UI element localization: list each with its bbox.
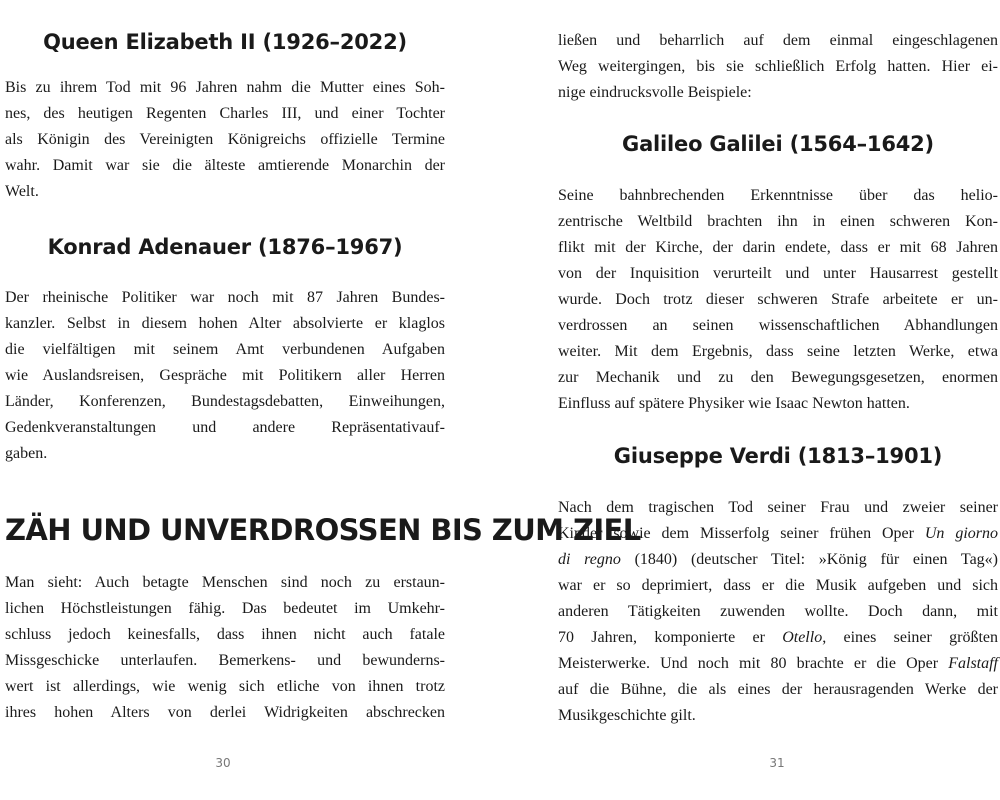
- page-number-left: 30: [215, 756, 231, 770]
- text-line: ihres hohen Alters von derlei Widrigkeiten abschrecken: [5, 704, 445, 721]
- text-line: gaben.: [5, 445, 48, 462]
- text-line: [558, 521, 998, 547]
- paragraph-continuation: [558, 28, 998, 106]
- text-line: Länder, Konferenzen, Bundestagsdebatten, Einweihungen,: [5, 393, 445, 410]
- text-line: [558, 547, 998, 573]
- text-line: wahr. Damit war sie die älteste amtierende Monarchin der: [5, 157, 445, 174]
- text-line: zentrische Weltbild brachten ihn in einen schweren Kon-: [558, 213, 998, 230]
- section-title: ZÄH UND UNVERDROSSEN BIS ZUM ZIEL: [5, 513, 641, 547]
- paragraph-queen-elizabeth: [5, 75, 445, 205]
- text-line: auf die Bühne, die als eines der herausragenden Werke der: [558, 681, 998, 698]
- text-line: die vielfältigen mit seinem Amt verbundenen Aufgaben: [5, 341, 445, 358]
- text-line: Bis zu ihrem Tod mit 96 Jahren nahm die Mutter eines Soh-: [5, 79, 445, 96]
- right-page: [558, 0, 998, 800]
- opera-title: Otello: [782, 629, 823, 646]
- paragraph-konrad-adenauer: [5, 285, 445, 467]
- text-line: weiter. Mit dem Ergebnis, dass seine letzten Werke, etwa: [558, 343, 998, 360]
- page-number-right: 31: [769, 756, 785, 770]
- text-line: flikt mit der Kirche, der darin endete, dass er mit 68 Jahren: [558, 239, 998, 256]
- paragraph-intro: [5, 570, 445, 726]
- heading-galileo-galilei: Galileo Galilei (1564–1642): [622, 132, 934, 156]
- text-line: wie Auslandsreisen, Gespräche mit Politikern aller Herren: [5, 367, 445, 384]
- text-line: als Königin des Vereinigten Königreichs offizielle Termine: [5, 131, 445, 148]
- text-line: schluss jedoch keinesfalls, dass ihnen nicht auch fatale: [5, 626, 445, 643]
- heading-giuseppe-verdi: Giuseppe Verdi (1813–1901): [613, 444, 943, 468]
- text-line: anderen Tätigkeiten zuwenden wollte. Doch dann, mit: [558, 603, 998, 620]
- text-line: ließen und beharrlich auf dem einmal eingeschlagenen: [558, 32, 998, 49]
- text-line: Musikgeschichte gilt.: [558, 707, 696, 724]
- text-line: von der Inquisition verurteilt und unter Hausarrest gestellt: [558, 265, 998, 282]
- text-line: Welt.: [5, 183, 39, 200]
- opera-title: Un giorno: [924, 525, 998, 542]
- text-line: nige eindrucksvolle Beispiele:: [558, 84, 752, 101]
- text-line: kanzler. Selbst in diesem hohen Alter absolvierte er klaglos: [5, 315, 445, 332]
- text-line: wurde. Doch trotz dieser schweren Strafe arbeitete er un-: [558, 291, 998, 308]
- text-line: Weg weitergingen, bis sie schließlich Erfolg hatten. Hier ei-: [558, 58, 998, 75]
- text-line: Einfluss auf spätere Physiker wie Isaac Newton hatten.: [558, 395, 910, 412]
- text-line: Gedenkveranstaltungen und andere Repräsentativauf-: [5, 419, 445, 436]
- text-line: [558, 625, 998, 651]
- text-line: nes, des heutigen Regenten Charles III, und einer Tochter: [5, 105, 445, 122]
- text-line: zur Mechanik und zu den Bewegungsgesetzen, enormen: [558, 369, 998, 386]
- text-line: Der rheinische Politiker war noch mit 87 Jahren Bundes-: [5, 289, 445, 306]
- text-line: Seine bahnbrechenden Erkenntnisse über das helio-: [558, 187, 998, 204]
- heading-queen-elizabeth: Queen Elizabeth II (1926–2022): [43, 30, 407, 54]
- text-run: Kinder sowie dem Misserfolg seiner frühen Oper: [558, 525, 925, 542]
- text-line: [558, 651, 998, 677]
- paragraph-galileo-galilei: [558, 183, 998, 417]
- text-run: Meisterwerke. Und noch mit 80 brachte er die Oper: [558, 655, 949, 672]
- text-line: lichen Höchstleistungen fähig. Das bedeutet im Umkehr-: [5, 600, 445, 617]
- text-line: Missgeschicke unterlaufen. Bemerkens- und bewunderns-: [5, 652, 445, 669]
- paragraph-giuseppe-verdi: [558, 495, 998, 729]
- text-line: verdrossen an seinen wissenschaftlichen Abhandlungen: [558, 317, 998, 334]
- heading-konrad-adenauer: Konrad Adenauer (1876–1967): [47, 235, 403, 259]
- opera-title: Falstaff: [948, 655, 998, 672]
- text-line: war er so deprimiert, dass er die Musik aufgeben und sich: [558, 577, 998, 594]
- text-line: Man sieht: Auch betagte Menschen sind noch zu erstaun-: [5, 574, 445, 591]
- text-run: (1840) (deutscher Titel: »König für einen Tag«): [620, 551, 998, 568]
- text-line: wert ist allerdings, wie wenig sich etliche von ihnen trotz: [5, 678, 445, 695]
- text-run: 70 Jahren, komponierte er: [558, 629, 783, 646]
- text-run: , eines seiner größten: [822, 629, 999, 646]
- text-line: Nach dem tragischen Tod seiner Frau und zweier seiner: [558, 499, 998, 516]
- opera-title: di regno: [558, 551, 621, 568]
